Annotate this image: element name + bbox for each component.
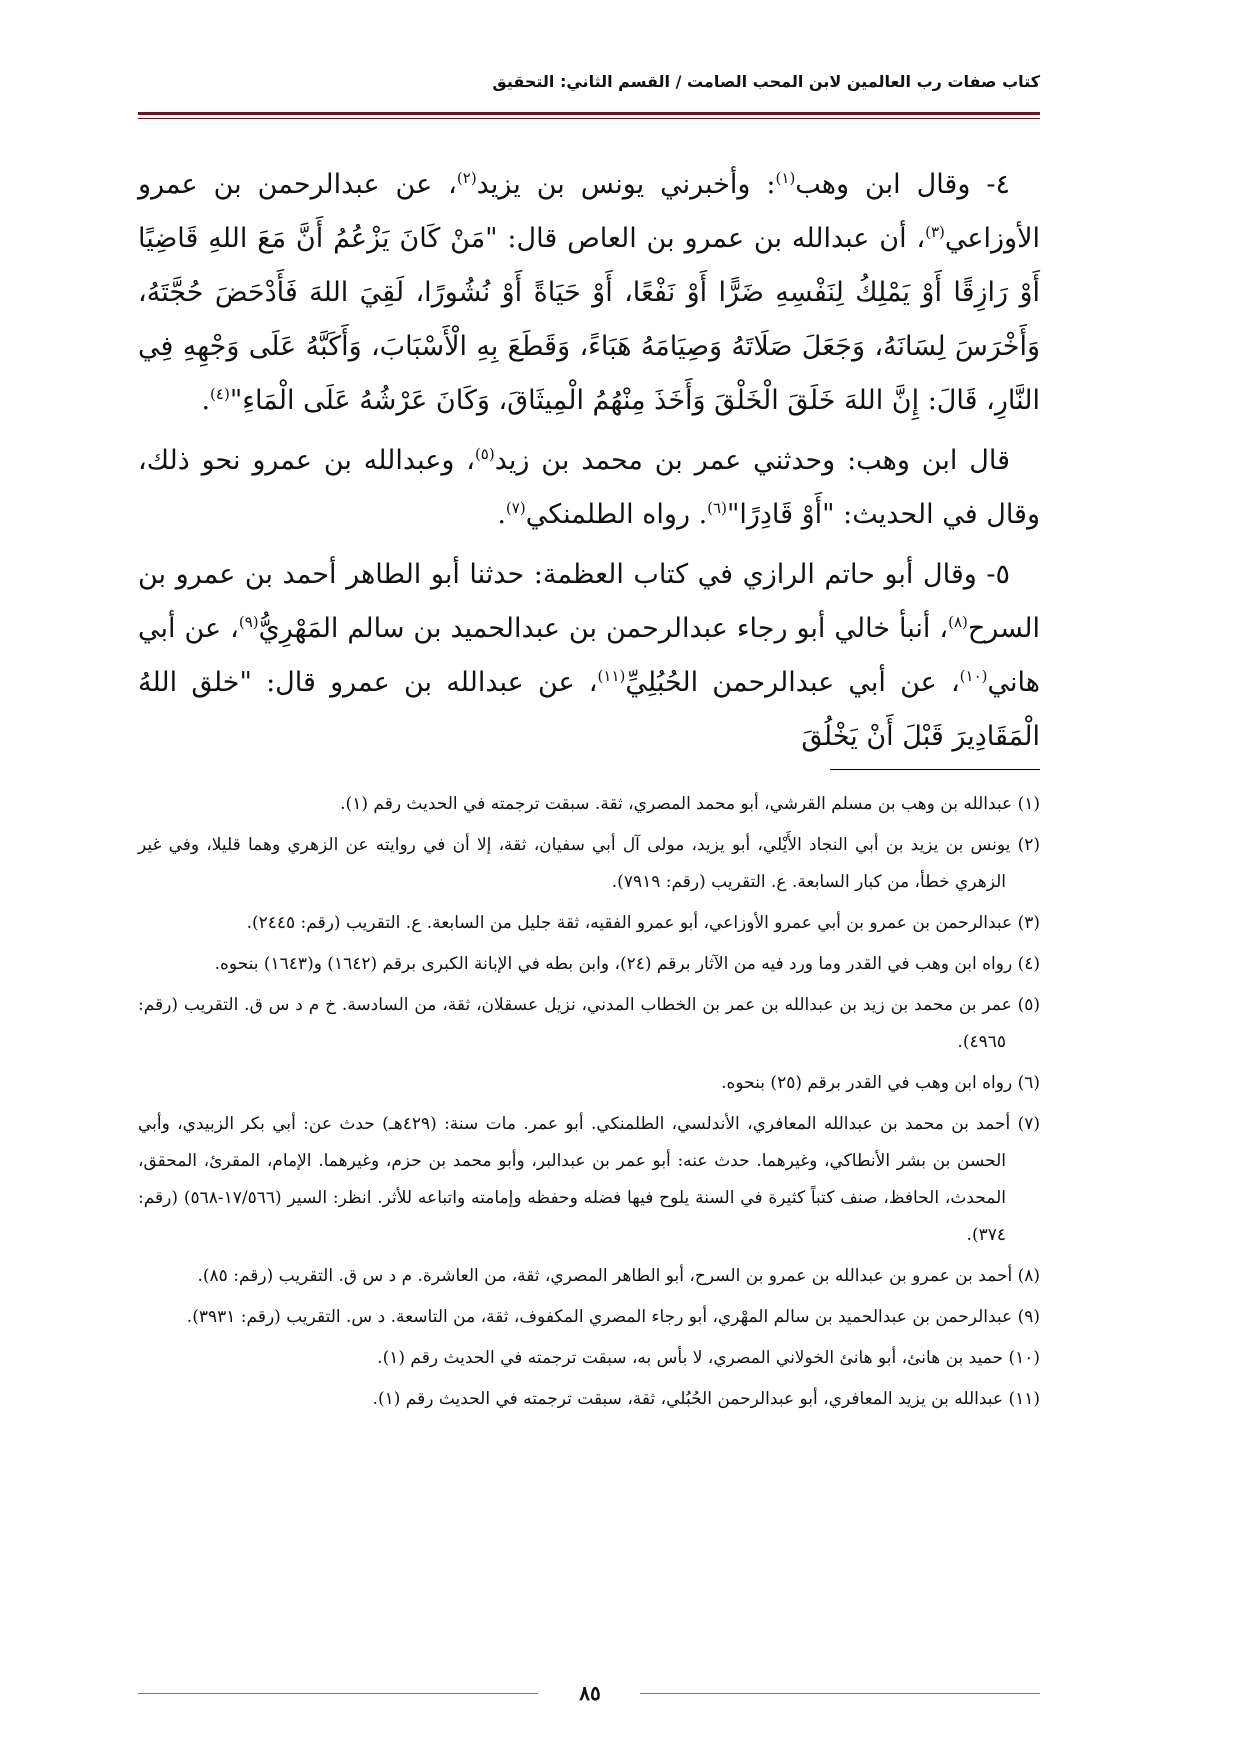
footnote: (١٠) حميد بن هانئ، أبو هانئ الخولاني المصري، لا بأس به، سبقت ترجمته في الحديث رقم (١). <box>377 1348 1040 1368</box>
footnote: (٨) أحمد بن عمرو بن عبدالله بن عمرو بن السرح، أبو الطاهر المصري، ثقة، من العاشرة. م د س ق. التقريب (رقم: ٨٥). <box>197 1266 1040 1286</box>
footnote-marker: (٥) <box>474 445 495 463</box>
text-segment: ، عن عبدالرحمن بن عمرو الأوزاعي <box>138 169 1040 254</box>
footnote-marker: (٨) <box>948 613 968 631</box>
footnote-marker: (٧) <box>505 499 526 517</box>
footnote-marker: (٣) <box>925 223 945 241</box>
footnote: (٢) يونس بن يزيد بن أبي النجاد الأَيْلي، أبو يزيد، مولى آل أبي سفيان، ثقة، إلا أن في روايته عن الزهري وهما قليلا، وفي غير الزهري خطأ، من كبار السابعة. ع. التقريب (رقم: ٧٩١٩). <box>138 835 1040 892</box>
footnote: (٧) أحمد بن محمد بن عبدالله المعافري، الأندلسي، الطلمنكي. أبو عمر. مات سنة: (٤٢٩هـ) حدث عن: أبي بكر الزبيدي، وأبي الحسن بن بشر الأنطاكي، وغيرهما. حدث عنه: أبو عمر بن عبدالبر، وأبو محمد بن حزم، وغيرهما. الإمام، المقرئ، المحقق، المحدث، الحافظ، صنف كتباً كثيرة في السنة يلوح فيها فضله وحفظه وإمامته واتباعه للأثر. انظر: السير (١٧/٥٦٦-٥٦٨) (رقم: ٣٧٤). <box>138 1114 1040 1245</box>
footer-rule-right <box>640 1693 1040 1694</box>
text-segment: ، أنبأ خالي أبو رجاء عبدالرحمن بن عبدالحميد بن سالم المَهْرِيُّ <box>258 613 949 644</box>
footnote-separator <box>830 769 1040 770</box>
running-header: كتاب صفات رب العالمين لابن المحب الصامت / القسم الثاني: التحقيق <box>492 72 1040 91</box>
text-segment: . <box>497 499 506 530</box>
text-segment: قال ابن وهب: وحدثني عمر بن محمد بن زيد <box>494 445 1010 476</box>
text-segment: ، عن عبدالله بن عمرو قال: "خلق اللهُ الْمَقَادِيرَ قَبْلَ أَنْ يَخْلُقَ <box>138 667 1040 752</box>
text-segment: ٥- وقال أبو حاتم الرازي في كتاب العظمة: حدثنا أبو الطاهر أحمد بن عمرو بن السرح <box>138 559 1040 644</box>
text-segment: ٤- وقال ابن وهب <box>795 169 1010 200</box>
footnote: (٤) رواه ابن وهب في القدر وما ورد فيه من الآثار برقم (٢٤)، وابن بطه في الإبانة الكبرى برقم (١٦٤٢) و(١٦٤٣) بنحوه. <box>214 954 1040 974</box>
footnote: (١١) عبدالله بن يزيد المعافري، أبو عبدالرحمن الحُبُلي، ثقة، سبقت ترجمته في الحديث رقم (١). <box>372 1389 1040 1409</box>
footnote: (٦) رواه ابن وهب في القدر برقم (٢٥) بنحوه. <box>721 1073 1040 1093</box>
text-segment: ، وعبدالله بن عمرو نحو ذلك، وقال في الحديث: "أَوْ قَادِرًا" <box>138 445 1040 530</box>
text-segment: ، أن عبدالله بن عمرو بن العاص قال: "مَنْ كَانَ يَزْعُمُ أَنَّ مَعَ اللهِ قَاضِيًا أَوْ رَازِقًا أَوْ يَمْلِكُ لِنَفْسِهِ ضَرًّا أَوْ نَفْعًا، أَوْ حَيَاةً أَوْ نُشُورًا، لَقِيَ اللهَ فَأَدْحَضَ حُجَّتَهُ، وَأَخْرَسَ لِسَانَهُ، وَجَعَلَ صَلَاتَهُ وَصِيَامَهُ هَبَاءً، وَقَطَعَ بِهِ الْأَسْبَابَ، وَأَكَبَّهُ عَلَى وَجْهِهِ فِي النَّارِ، قَالَ: إِنَّ اللهَ خَلَقَ الْخَلْقَ وَأَخَذَ مِنْهُمُ الْمِيثَاقَ، وَكَانَ عَرْشُهُ عَلَى الْمَاءِ" <box>138 223 1040 416</box>
footnote-marker: (٢) <box>456 169 477 187</box>
text-segment: . رواه الطلمنكي <box>525 499 708 530</box>
footnotes <box>138 786 1040 1422</box>
footer-rule-left <box>138 1693 538 1694</box>
footnote-marker: (١) <box>775 169 796 187</box>
text-segment: . <box>201 385 211 416</box>
footnote-marker: (٩) <box>238 613 259 631</box>
text-segment: ، عن أبي هاني <box>138 613 1040 698</box>
footnote-marker: (٤) <box>210 385 230 403</box>
footnote-marker: (١١) <box>597 667 626 685</box>
main-text <box>138 158 1040 770</box>
footnote-marker: (١٠) <box>959 667 988 685</box>
header-rule-thin <box>138 118 1040 119</box>
text-segment: ، عن أبي عبدالرحمن الحُبُلِيِّ <box>625 667 960 698</box>
footnote: (١) عبدالله بن وهب بن مسلم القرشي، أبو محمد المصري، ثقة. سبقت ترجمته في الحديث رقم (١). <box>340 794 1040 814</box>
footnote: (٥) عمر بن محمد بن زيد بن عبدالله بن عمر بن الخطاب المدني، نزيل عسقلان، ثقة، من السادسة. خ م د س ق. التقريب (رقم: ٤٩٦٥). <box>138 995 1040 1052</box>
header-rule-thick <box>138 112 1040 115</box>
paragraph-hadith-4 <box>138 158 1040 428</box>
footnote: (٣) عبدالرحمن بن عمرو بن أبي عمرو الأوزاعي، أبو عمرو الفقيه، ثقة جليل من السابعة. ع. التقريب (رقم: ٢٤٤٥). <box>246 913 1040 933</box>
paragraph-hadith-5 <box>138 548 1040 764</box>
paragraph-ibn-wahb-note <box>138 434 1040 542</box>
page-number: ٨٥ <box>579 1681 601 1705</box>
footnote-marker: (٦) <box>707 499 727 517</box>
text-segment: : وأخبرني يونس بن يزيد <box>476 169 776 200</box>
footnote: (٩) عبدالرحمن بن عبدالحميد بن سالم المهْري، أبو رجاء المصري المكفوف، ثقة، من التاسعة. د س. التقريب (رقم: ٣٩٣١). <box>186 1307 1040 1327</box>
